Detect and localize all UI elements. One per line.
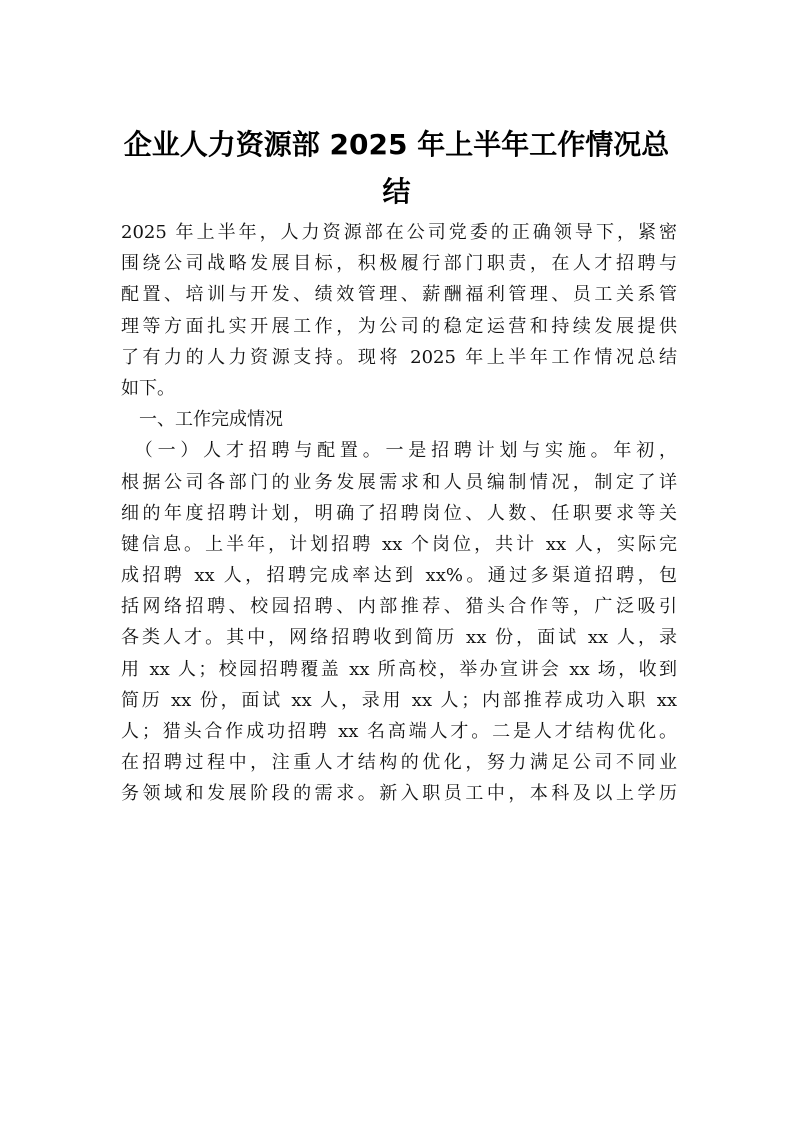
body-line: 键信息。上半年，计划招聘 xx 个岗位，共计 xx 人，实际完 <box>121 533 677 555</box>
body-line: 如下。 <box>121 377 175 399</box>
body-line: 用 xx 人；校园招聘覆盖 xx 所高校，举办宣讲会 xx 场，收到 <box>121 658 677 680</box>
document-body <box>121 217 677 810</box>
body-line: （一）人才招聘与配置。一是招聘计划与实施。年初， <box>121 440 677 462</box>
body-line: 括网络招聘、校园招聘、内部推荐、猎头合作等，广泛吸引 <box>121 596 677 618</box>
body-line: 围绕公司战略发展目标，积极履行部门职责，在人才招聘与 <box>121 253 677 275</box>
body-line: 细的年度招聘计划，明确了招聘岗位、人数、任职要求等关 <box>121 502 677 524</box>
body-line: 人；猎头合作成功招聘 xx 名高端人才。二是人才结构优化。 <box>121 721 677 742</box>
body-line: 成招聘 xx 人，招聘完成率达到 xx%。通过多渠道招聘，包 <box>121 565 677 587</box>
document-title-line-2: 结 <box>382 175 411 208</box>
body-line: 在招聘过程中，注重人才结构的优化，努力满足公司不同业 <box>121 752 677 774</box>
body-line: 各类人才。其中，网络招聘收到简历 xx 份，面试 xx 人，录 <box>121 627 677 649</box>
body-line: 了有力的人力资源支持。现将 2025 年上半年工作情况总结 <box>121 346 677 368</box>
body-line: 简历 xx 份，面试 xx 人，录用 xx 人；内部推荐成功入职 xx <box>121 689 677 711</box>
body-line: 根据公司各部门的业务发展需求和人员编制情况，制定了详 <box>121 471 677 493</box>
document-title-line-1: 企业人力资源部 2025 年上半年工作情况总 <box>123 128 670 161</box>
body-line: 配置、培训与开发、绩效管理、薪酬福利管理、员工关系管 <box>121 284 677 306</box>
body-line: 理等方面扎实开展工作，为公司的稳定运营和持续发展提供 <box>121 315 677 337</box>
body-line: 2025 年上半年，人力资源部在公司党委的正确领导下，紧密 <box>121 222 677 243</box>
body-line: 务领域和发展阶段的需求。新入职员工中，本科及以上学历 <box>121 783 677 805</box>
section-heading: 一、工作完成情况 <box>121 409 283 431</box>
